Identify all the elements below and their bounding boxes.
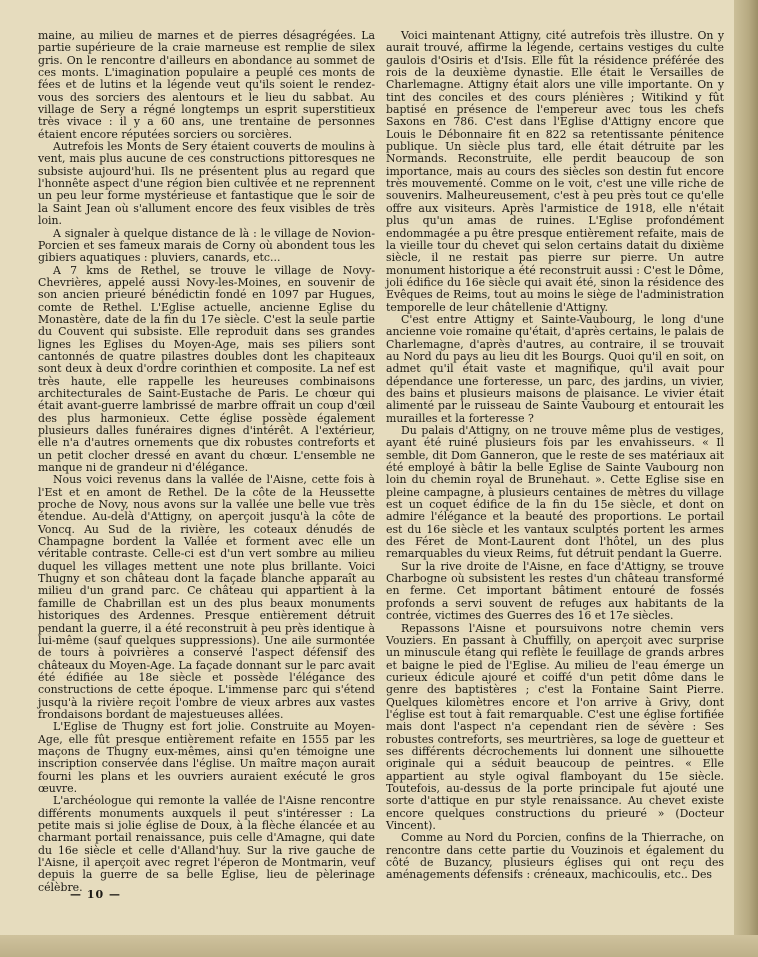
page-number: — 10 — — [70, 888, 121, 901]
paragraph: A signaler à quelque distance de là : le village de Novion-Porcien et ses fameux marais de Corny où abondent tous les gibiers aquatiques : pluviers, canards, etc... — [38, 226, 375, 265]
left-text-column — [38, 30, 375, 894]
paragraph: A 7 kms de Rethel, se trouve le village de Novy-Chevrières, appelé aussi Novy-les-Moines, en souvenir de son ancien prieuré bénédictin fondé en 1097 par Hugues, comte de Rethel. L'Eglise actuelle, ancienne Eglise du Monastère, date de la fin du 17e siècle. C'est la seule partie du Couvent qui subsiste. Elle reproduit dans ses grandes lignes les Eglises du Moyen-Age, mais ses piliers sont cantonnés de quatre pilastres doubles dont les chapiteaux sont deux à deux d'ordre corinthien et composite. La nef est très haute, elle rappelle les heureuses combinaisons architecturales de Saint-Eustache de Paris. Le chœur qui était avant-guerre lambrissé de marbre offrait un coup d'œil des plus harmonieux. Cette église possède également plusieurs dalles funéraires dignes d'intérêt. A l'extérieur, elle n'a d'autres ornements que dix robustes contreforts et un petit clocher dressé en avant du chœur. L'ensemble ne manque ni de grandeur ni d'élégance. — [38, 263, 375, 475]
paragraph: Repassons l'Aisne et poursuivons notre chemin vers Vouziers. En passant à Chuffilly, on aperçoit avec surprise un minuscule étang qui reflète le feuillage de grands arbres et baigne le pied de l'Eglise. Au milieu de l'eau émerge un curieux édicule ajouré et coiffé d'un petit dôme dans le genre des baptistères ; c'est la Fontaine Saint Pierre. Quelques kilomètres encore et l'on arrive à Grivy, dont l'église est tout à fait remarquable. C'est une église fortifiée mais dont l'aspect n'a cependant rien de sévère : Ses robustes contreforts, ses meurtrières, sa loge de guetteur et ses différents décrochements lui donnent une silhouette originale qui a séduit beaucoup de peintres. « Elle appartient au style ogival flamboyant du 15e siècle. Toutefois, au-dessus de la porte principale fut ajouté une sorte d'attique en pur style renaissance. Au chevet existe encore quelques constructions du prieuré » (Docteur Vincent). — [386, 621, 724, 832]
paragraph: maine, au milieu de marnes et de pierres désagrégées. La partie supérieure de la craie marneuse est remplie de silex gris. On le rencontre d'ailleurs en abondance au sommet de ces monts. L'imagination populaire a peuplé ces monts de fées et de lutins et la légende veut qu'ils soient le rendez-vous des sorciers des alentours et le lieu du sabbat. Au village de Sery a régné longtemps un esprit superstitieux très vivace : il y a 60 ans, une trentaine de personnes étaient encore réputées sorciers ou sorcières. — [38, 29, 375, 141]
paragraph: Du palais d'Attigny, on ne trouve même plus de vestiges, ayant été ruiné plusieurs fois par les envahisseurs. « Il semble, dit Dom Ganneron, que le reste de ses matériaux ait été employé à bâtir la belle Eglise de Sainte Vaubourg non loin du chemin royal de Brunehaut. ». Cette Eglise sise en pleine campagne, à plusieurs centaines de mètres du village est un coquet édifice de la fin du 15e siècle, et dont on admire l'élégance et la beauté des proportions. Le portail est du 16e siècle et les vantaux sculptés portent les armes des Féret de Mont-Laurent dont l'hôtel, un des plus remarquables du vieux Reims, fut détruit pendant la Guerre. — [386, 424, 724, 561]
paragraph: Comme au Nord du Porcien, confins de la Thierrache, on rencontre dans cette partie du Vouzinois et également du côté de Buzancy, plusieurs églises qui ont reçu des aménagements défensifs : créneaux, machicoulis, etc.. Des — [386, 831, 724, 882]
paragraph: L'archéologue qui remonte la vallée de l'Aisne rencontre différents monuments auxquels il peut s'intéresser : La petite mais si jolie église de Doux, à la flèche élancée et au charmant portail renaissance, puis celle d'Amagne, qui date du 16e siècle et celle d'Alland'huy. Sur la rive gauche de l'Aisne, il aperçoit avec regret l'éperon de Montmarin, veuf depuis la guerre de sa belle Eglise, lieu de pèlerinage célèbre. — [38, 794, 375, 894]
page-edge-shadow — [734, 0, 758, 957]
paragraph: Sur la rive droite de l'Aisne, en face d'Attigny, se trouve Charbogne où subsistent les restes d'un château transformé en ferme. Cet important bâtiment entouré de fossés profonds a servi souvent de refuges aux habitants de la contrée, victimes des Guerres des 16 et 17e siècles. — [386, 559, 724, 623]
page-bottom-edge — [0, 935, 758, 957]
paragraph: C'est entre Attigny et Sainte-Vaubourg, le long d'une ancienne voie romaine qu'était, d'après certains, le palais de Charlemagne, d'après d'autres, au contraire, il se trouvait au Nord du pays au lieu dit les Bourgs. Quoi qu'il en soit, on admet qu'il était vaste et magnifique, qu'il avait pour dépendance une forteresse, un parc, des jardins, un vivier, des bains et plusieurs maisons de plaisance. Le vivier était alimenté par le ruisseau de Sainte Vaubourg et entourait les murailles et la forteresse ? — [386, 312, 724, 425]
paragraph: Voici maintenant Attigny, cité autrefois très illustre. On y aurait trouvé, affirme la légende, certains vestiges du culte gaulois d'Osiris et d'Isis. Elle fût la résidence préférée des rois de la deuxième dynastie. Elle était le Versailles de Charlemagne. Attigny était alors une ville importante. On y tint des conciles et des cours plénières ; Witikind y fût baptisé en présence de l'empereur avec tous les chefs Saxons en 786. C'est dans l'Eglise d'Attigny encore que Louis le Débonnaire fit en 822 sa retentissante pénitence publique. Un siècle plus tard, elle était détruite par les Normands. Reconstruite, elle perdit beaucoup de son importance, mais au cours des siècles son destin fut encore très mouvementé. Comme on le voit, c'est une ville riche de souvenirs. Malheureusement, c'est à peu près tout ce qu'elle offre aux visiteurs. Après l'armistice de 1918, elle n'était plus qu'un amas de ruines. L'Eglise profondément endommagée a pu être presque entièrement refaite, mais de la vieille tour du chevet qui selon certains datait du dixième siècle, il ne restait pas pierre sur pierre. Un autre monument historique a été reconstruit aussi : C'est le Dôme, joli édifice du 16e siècle qui avait été, sinon la résidence des Evêques de Reims, tout au moins le siège de l'administration temporelle de leur châtellenie d'Attigny. — [386, 29, 724, 314]
paragraph: Nous voici revenus dans la vallée de l'Aisne, cette fois à l'Est et en amont de Rethel. De la côte de la Heussette proche de Novy, nous avons sur la vallée une belle vue très étendue. Au-delà d'Attigny, on aperçoit jusqu'à la côte de Voncq. Au Sud de la rivière, les coteaux dénudés de Champagne bordent la Vallée et forment avec elle un véritable contraste. Celle-ci est d'un vert sombre au milieu duquel les villages mettent une note plus brillante. Voici Thugny et son château dont la façade blanche apparaît au milieu d'un grand parc. Ce château qui appartient à la famille de Chabrillan est un des plus beaux monuments historiques des Ardennes. Presque entièrement détruit pendant la guerre, il a été reconstruit à peu près identique à lui-même (sauf quelques suppressions). Une aile surmontée de tours à poivrières a conservé l'aspect défensif des châteaux du Moyen-Age. La façade donnant sur le parc avait été édifiée au 18e siècle et possède l'élégance des constructions de cette époque. L'immense parc qui s'étend jusqu'à la rivière reçoit l'ombre de vieux arbres aux vastes frondaisons bordant de majestueuses allées. — [38, 473, 375, 721]
paragraph: Autrefois les Monts de Sery étaient couverts de moulins à vent, mais plus aucune de ces constructions pittoresques ne subsiste aujourd'hui. Ils ne présentent plus au regard que l'honnête aspect d'une région bien cultivée et ne reprennent un peu leur forme mystérieuse et fantastique que le soir de la Saint Jean où s'allument encore des feux visibles de très loin. — [38, 140, 375, 228]
right-text-column — [386, 30, 724, 882]
paragraph: L'Eglise de Thugny est fort jolie. Construite au Moyen-Age, elle fût presque entièrement refaite en 1555 par les maçons de Thugny eux-mêmes, ainsi qu'en témoigne une inscription conservée dans l'église. Un maître maçon aurait fourni les plans et les ouvriers auraient exécuté le gros œuvre. — [38, 720, 375, 795]
